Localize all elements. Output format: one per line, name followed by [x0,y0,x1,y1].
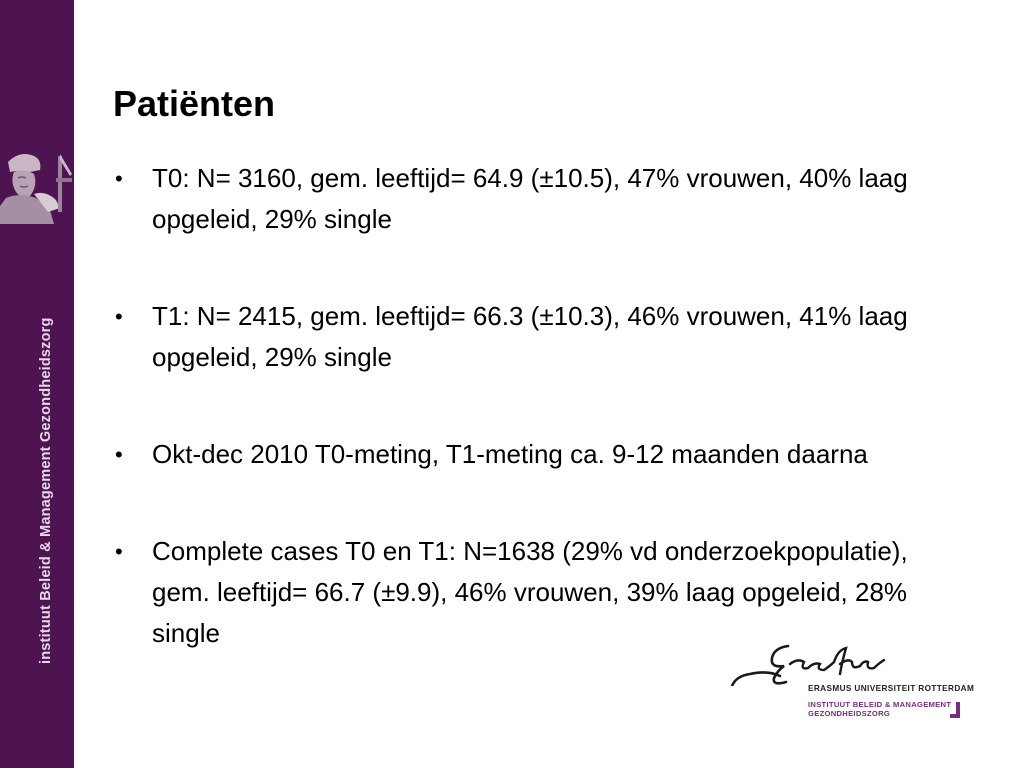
bullet-text: Complete cases T0 en T1: N=1638 (29% vd onderzoekpopulatie), gem. leeftijd= 66.7 (±9.9), 46% vrouwen, 39% laag opgeleid, 28% single [152,536,908,648]
bullet-item-t0 [112,158,1012,240]
bullet-list [112,158,1012,654]
erasmus-portrait-icon [0,148,74,224]
bullet-item-period [112,434,1012,475]
erasmus-logo [728,640,975,722]
logo-university-text: ERASMUS UNIVERSITEIT ROTTERDAM [808,684,975,693]
bullet-dot: • [115,442,123,467]
bullet-text: Okt-dec 2010 T0-meting, T1-meting ca. 9-12 maanden daarna [152,439,868,469]
bullet-text: T1: N= 2415, gem. leeftijd= 66.3 (±10.3), 46% vrouwen, 41% laag opgeleid, 29% single [152,301,908,372]
bullet-item-t1 [112,296,1012,378]
erasmus-signature-icon [728,640,968,686]
bullet-dot: • [115,539,123,564]
logo-corner-mark-icon [950,702,960,718]
bullet-item-complete-cases [112,531,912,654]
slide-title: Patiënten [113,83,276,124]
bullet-text: T0: N= 3160, gem. leeftijd= 64.9 (±10.5), 47% vrouwen, 40% laag opgeleid, 29% single [152,163,908,234]
sidebar [0,0,74,768]
logo-institute-line2: GEZONDHEIDSZORG [808,709,891,718]
sidebar-institute-text: instituut Beleid & Management Gezondheidszorg [38,317,54,664]
logo-institute-text [808,700,951,718]
bullet-dot: • [115,304,123,329]
bullet-dot: • [115,166,123,191]
logo-institute-line1: INSTITUUT BELEID & MANAGEMENT [808,700,952,709]
